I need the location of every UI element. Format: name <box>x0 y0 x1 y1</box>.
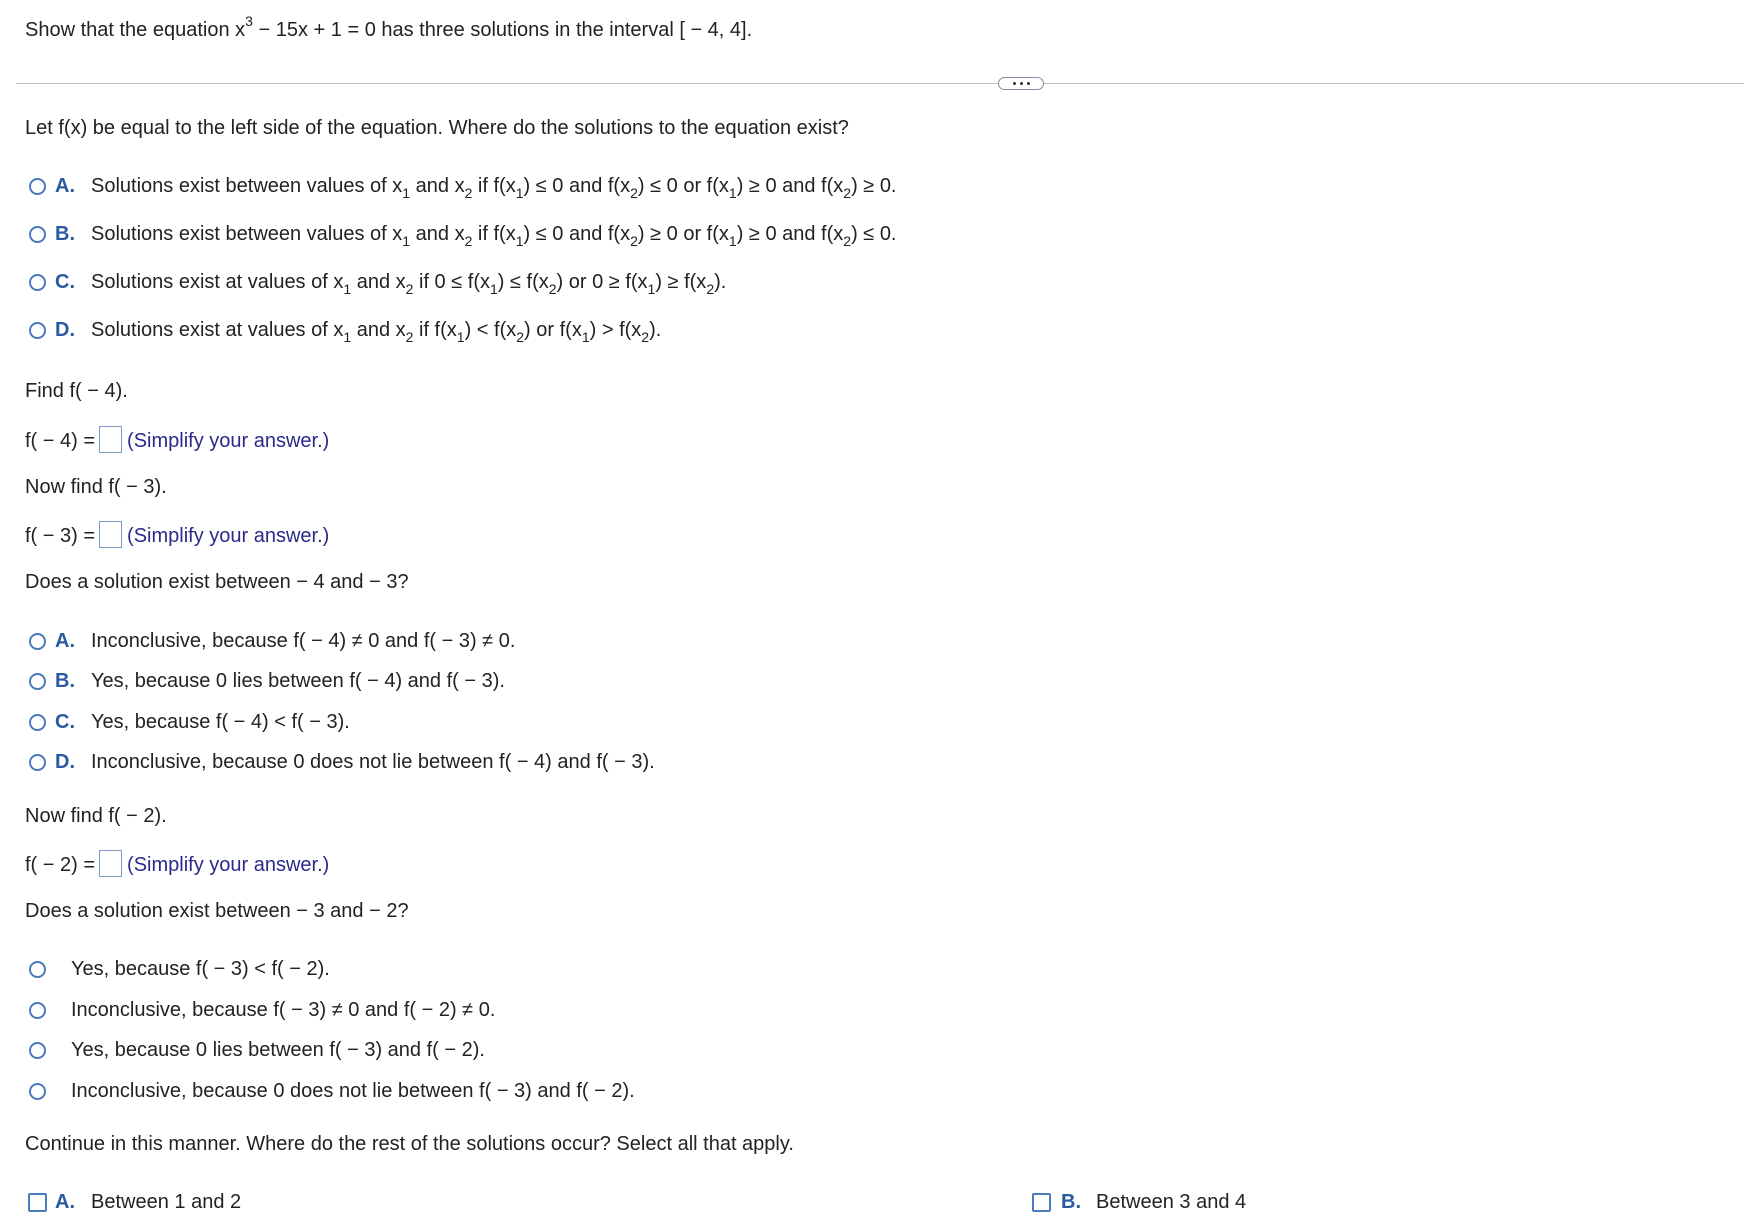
option-letter: C. <box>55 711 75 733</box>
radio-button[interactable] <box>29 274 46 291</box>
radio-button[interactable] <box>29 1002 46 1019</box>
find-f-minus3-prompt: Now find f( − 3). <box>25 476 167 498</box>
option-text: Between 3 and 4 <box>1096 1191 1247 1213</box>
answer-label: f( − 3) = <box>25 524 96 547</box>
checkbox[interactable] <box>28 1193 47 1212</box>
option-letter: C. <box>55 271 75 293</box>
answer-input[interactable] <box>99 426 122 453</box>
radio-button[interactable] <box>29 322 46 339</box>
option-text: Between 1 and 2 <box>91 1191 242 1213</box>
option-text: Solutions exist between values of $x_1$ and $x_2$ if $f(x_1) \le 0$ and $f(x_2) \le 0$ or $f(x_1) \ge 0$ and $f(x_2) \ge 0$. <box>91 175 897 201</box>
radio-button[interactable] <box>29 673 46 690</box>
option-text: Inconclusive, because f( − 3) ≠ 0 and f( − 2) ≠ 0. <box>71 999 496 1021</box>
dot-icon <box>1013 82 1016 85</box>
answer-input[interactable] <box>99 521 122 548</box>
option-text: Yes, because f( − 3) < f( − 2). <box>71 958 330 980</box>
hint-text: (Simplify your answer.) <box>127 853 330 876</box>
option-text: Solutions exist at values of $x_1$ and $x_2$ if $0 \le f(x_1) \le f(x_2)$ or $0 \ge f(x_1) \ge f(x_2)$. <box>91 271 727 297</box>
option-letter: D. <box>55 319 75 341</box>
question-header <box>25 13 753 42</box>
divider <box>16 83 1744 84</box>
option-letter: B. <box>55 223 75 245</box>
radio-button[interactable] <box>29 961 46 978</box>
answer-input[interactable] <box>99 850 122 877</box>
option-letter: A. <box>55 1191 75 1213</box>
option-letter: B. <box>1061 1191 1081 1213</box>
q4-prompt: Continue in this manner. Where do the rest of the solutions occur? Select all that apply. <box>25 1133 794 1155</box>
dot-icon <box>1027 82 1030 85</box>
hint-text: (Simplify your answer.) <box>127 429 330 452</box>
radio-button[interactable] <box>29 1083 46 1100</box>
find-f-minus2-prompt: Now find f( − 2). <box>25 805 167 827</box>
option-text: Yes, because 0 lies between f( − 3) and f( − 2). <box>71 1039 485 1061</box>
q2-prompt: Does a solution exist between − 4 and − 3? <box>25 571 409 593</box>
find-f-minus4-prompt: Find f( − 4). <box>25 380 128 402</box>
option-text: Yes, because 0 lies between f( − 4) and f( − 3). <box>91 670 505 692</box>
checkbox[interactable] <box>1032 1193 1051 1212</box>
option-letter: B. <box>55 670 75 692</box>
option-letter: A. <box>55 630 75 652</box>
question-text: Show that the equation x <box>25 19 246 41</box>
exponent: 3 <box>245 13 253 29</box>
answer-label: f( − 2) = <box>25 853 96 876</box>
option-text: Inconclusive, because 0 does not lie between f( − 4) and f( − 3). <box>91 751 655 773</box>
option-text: Inconclusive, because f( − 4) ≠ 0 and f( − 3) ≠ 0. <box>91 630 516 652</box>
option-text: Solutions exist at values of $x_1$ and $x_2$ if $f(x_1) < f(x_2)$ or $f(x_1) > f(x_2)$. <box>91 319 662 345</box>
hint-text: (Simplify your answer.) <box>127 524 330 547</box>
radio-button[interactable] <box>29 1042 46 1059</box>
answer-row-f-minus2 <box>25 852 329 879</box>
answer-row-f-minus3 <box>25 523 329 550</box>
radio-button[interactable] <box>29 714 46 731</box>
answer-row-f-minus4 <box>25 428 329 455</box>
part1-prompt: Let f(x) be equal to the left side of the equation. Where do the solutions to the equation exist? <box>25 117 849 139</box>
radio-button[interactable] <box>29 226 46 243</box>
option-letter: D. <box>55 751 75 773</box>
option-letter: A. <box>55 175 75 197</box>
answer-label: f( − 4) = <box>25 429 96 452</box>
q3-prompt: Does a solution exist between − 3 and − 2? <box>25 900 409 922</box>
option-text: Solutions exist between values of $x_1$ and $x_2$ if $f(x_1) \le 0$ and $f(x_2) \ge 0$ or $f(x_1) \ge 0$ and $f(x_2) \le 0$. <box>91 223 897 249</box>
radio-button[interactable] <box>29 754 46 771</box>
radio-button[interactable] <box>29 633 46 650</box>
option-text: Inconclusive, because 0 does not lie between f( − 3) and f( − 2). <box>71 1080 635 1102</box>
dot-icon <box>1020 82 1023 85</box>
radio-button[interactable] <box>29 178 46 195</box>
option-text: Yes, because f( − 4) < f( − 3). <box>91 711 350 733</box>
question-text-rest: − 15x + 1 = 0 has three solutions in the interval [ − 4, 4]. <box>252 19 753 41</box>
more-options-button[interactable] <box>998 77 1044 90</box>
